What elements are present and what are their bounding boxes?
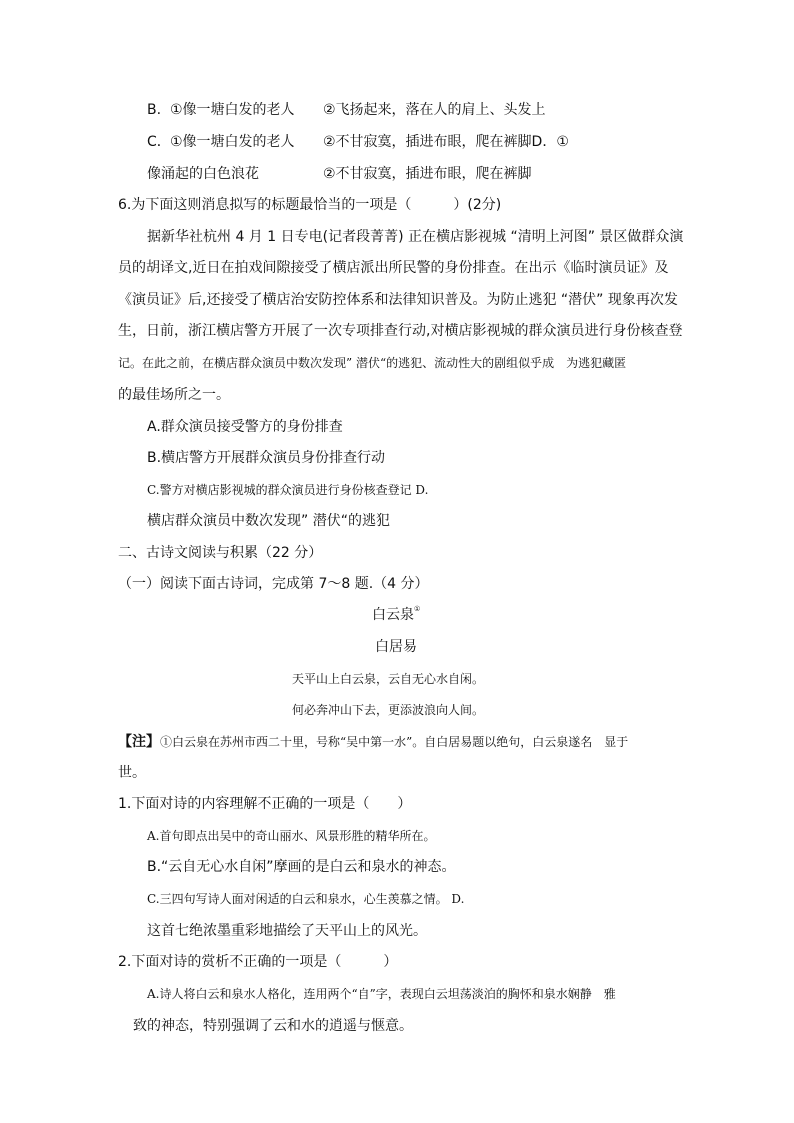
- question-6-stem: 6.为下面这则消息拟写的标题最恰当的一项是（ ）(2分): [118, 197, 502, 213]
- option-b-first: ①像一塘白发的老人: [170, 102, 295, 118]
- poem-title-note-mark: ①: [414, 605, 421, 613]
- q6-passage-line-5: 记。在此之前，在横店群众演员中数次发现” 潜伏“的逃犯、流动性大的剧组似乎成 为逃犯藏匿: [118, 356, 627, 370]
- question-1-stem: 1.下面对诗的内容理解不正确的一项是（ ）: [118, 796, 412, 812]
- option-c-label: C．: [147, 134, 171, 150]
- q1-option-a: A.首句即点出吴中的奇山丽水、风景形胜的精华所在。: [147, 829, 436, 843]
- question-2-stem: 2.下面对诗的赏析不正确的一项是（ ）: [118, 954, 398, 970]
- poem-title-text: 白云泉: [372, 607, 414, 623]
- option-d-first: 像涌起的白色浪花: [147, 166, 259, 182]
- poem-title: [372, 605, 421, 623]
- q6-passage-line-4: 生，日前，浙江横店警方开展了一次专项排查行动,对横店影视城的群众演员进行身份核查登: [118, 323, 683, 339]
- q6-option-a: A.群众演员接受警方的身份排查: [147, 419, 343, 435]
- q6-passage-line-6: 的最佳场所之一。: [118, 387, 230, 403]
- poem-author: 白居易: [375, 639, 417, 655]
- q6-option-d: 横店群众演员中数次发现” 潜伏“的逃犯: [147, 513, 390, 529]
- poem-note-continued: 世。: [118, 765, 146, 781]
- q6-passage-line-1: 据新华社杭州 4 月 1 日专电(记者段菁菁) 正在横店影视城 “清明上河图” 景区做群众演: [147, 229, 684, 245]
- option-c-first: ①像一塘白发的老人: [170, 134, 295, 150]
- q6-option-b: B.横店警方开展群众演员身份排查行动: [147, 450, 386, 466]
- note-label: 【注】: [118, 734, 160, 750]
- q1-option-b: B.“云自无心水自闲”摩画的是白云和泉水的神态。: [147, 859, 456, 875]
- option-b-label: B.: [147, 102, 162, 118]
- q6-passage-line-3: 《演员证》后,还接受了横店治安防控体系和法律知识普及。为防止逃犯 “潜伏” 现象再次发: [118, 292, 678, 308]
- option-b-second: ②飞扬起来，落在人的肩上、头发上: [323, 102, 546, 118]
- q6-passage-line-2: 员的胡译文,近日在拍戏间隙接受了横店派出所民警的身份排查。在出示《临时演员证》及: [118, 260, 669, 276]
- q1-option-d: 这首七绝浓墨重彩地描绘了天平山上的风光。: [147, 923, 427, 939]
- poem-line-2: 何必奔冲山下去，更添波浪向人间。: [292, 703, 485, 717]
- poem-line-1: 天平山上白云泉，云自无心水自闲。: [292, 672, 485, 686]
- option-c-second: ②不甘寂寞，插进布眼，爬在裤脚D．①: [323, 134, 569, 150]
- q1-option-c: C.三四句写诗人面对闲适的白云和泉水，心生羡慕之情。 D.: [147, 892, 465, 906]
- section-2-heading: 二、古诗文阅读与积累（22 分）: [118, 545, 323, 561]
- q2-option-a-continued: 致的神态，特别强调了云和水的逍遥与惬意。: [133, 1018, 413, 1034]
- q6-option-c: C.警方对横店影视城的群众演员进行身份核查登记 D.: [147, 483, 429, 497]
- q2-option-a: A.诗人将白云和泉水人格化，连用两个“自”字，表现白云坦荡淡泊的胸怀和泉水娴静 雅: [147, 987, 616, 1001]
- note-text: ①白云泉在苏州市西二十里，号称“吴中第一水”。自白居易题以绝句，白云泉遂名 显于: [160, 735, 629, 749]
- option-d-second: ②不甘寂寞，插进布眼，爬在裤脚: [323, 166, 532, 182]
- option-b-row: [147, 103, 161, 117]
- poem-note: [118, 735, 628, 749]
- section-2-subheading: （一）阅读下面古诗词，完成第 7～8 题.（4 分）: [118, 576, 429, 592]
